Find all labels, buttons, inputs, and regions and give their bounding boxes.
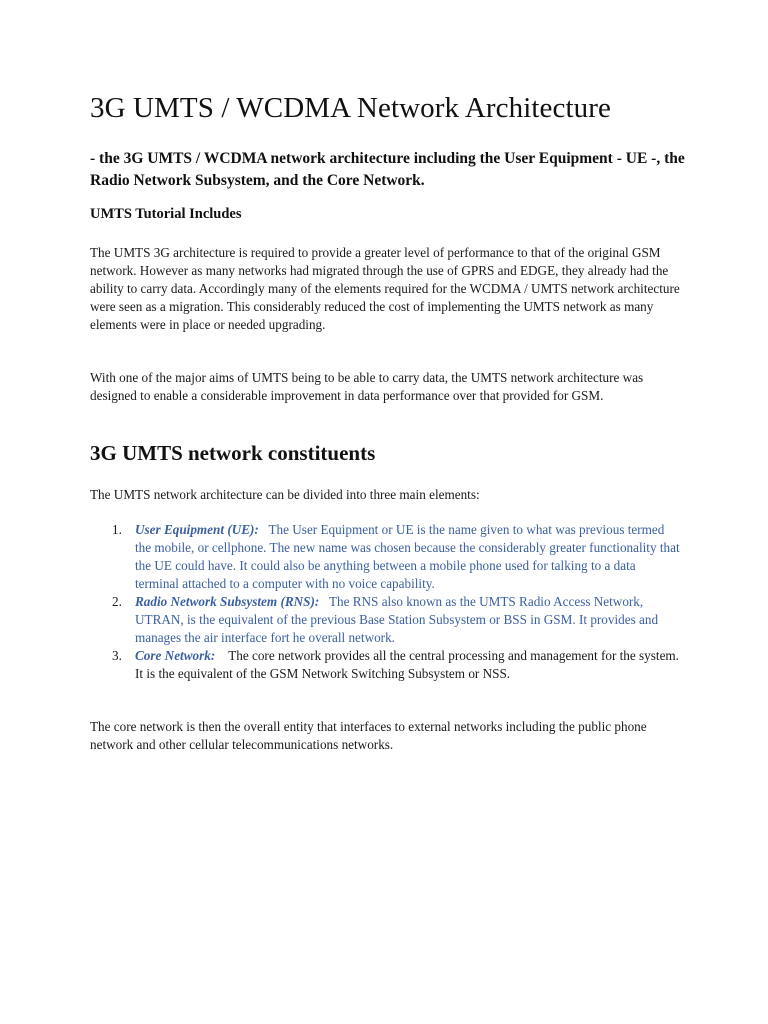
core-network-paragraph: The core network is then the overall entity that interfaces to external networks including the public phone network and other cellular telecommunications networks. [90, 719, 647, 752]
list-item-user-equipment [90, 521, 682, 593]
list-item-term: Core Network: [135, 648, 216, 663]
list-item-term: Radio Network Subsystem (RNS): [135, 594, 320, 609]
elements-list [90, 521, 682, 683]
list-item-term: User Equipment (UE): [135, 522, 259, 537]
list-item-core-network [90, 647, 682, 683]
elements-intro-paragraph: The UMTS network architecture can be divided into three main elements: [90, 487, 480, 502]
page-title: 3G UMTS / WCDMA Network Architecture [90, 92, 611, 124]
list-item-text: The core network provides all the central processing and management for the system. It is the equivalent of the GSM Network Switching Subsystem or NSS. [135, 648, 679, 681]
list-item-text: The User Equipment or UE is the name given to what was previous termed the mobile, or cellphone. The new name was chosen because the considerably greater functionality that the UE could have. It could also be anything between a mobile phone used for talking to a data terminal attached to a computer with no voice capability. [135, 522, 680, 591]
list-item-number: 2. [112, 594, 122, 609]
page-subtitle: - the 3G UMTS / WCDMA network architecture including the User Equipment - UE -, the Radio Network Subsystem, and the Core Network. [90, 150, 685, 189]
intro-paragraph: The UMTS 3G architecture is required to provide a greater level of performance to that of the original GSM network. However as many networks had migrated through the use of GPRS and EDGE, they already had the ability to carry data. Accordingly many of the elements required for the WCDMA / UMTS network architecture were seen as a migration. This considerably reduced the cost of implementing the UMTS network as many elements were in place or needed upgrading. [90, 245, 680, 332]
section-title: 3G UMTS network constituents [90, 441, 376, 465]
list-item-number: 3. [112, 648, 122, 663]
list-item-text: The RNS also known as the UMTS Radio Access Network, UTRAN, is the equivalent of the previous Base Station Subsystem or BSS in GSM. It provides and manages the air interface fort he overall network. [135, 594, 659, 645]
list-item-radio-network-subsystem [90, 593, 682, 647]
list-item-number: 1. [112, 522, 122, 537]
aims-paragraph: With one of the major aims of UMTS being to be able to carry data, the UMTS network architecture was designed to enable a considerable improvement in data performance over that provided for GSM. [90, 370, 644, 403]
tutorial-heading: UMTS Tutorial Includes [90, 206, 242, 222]
